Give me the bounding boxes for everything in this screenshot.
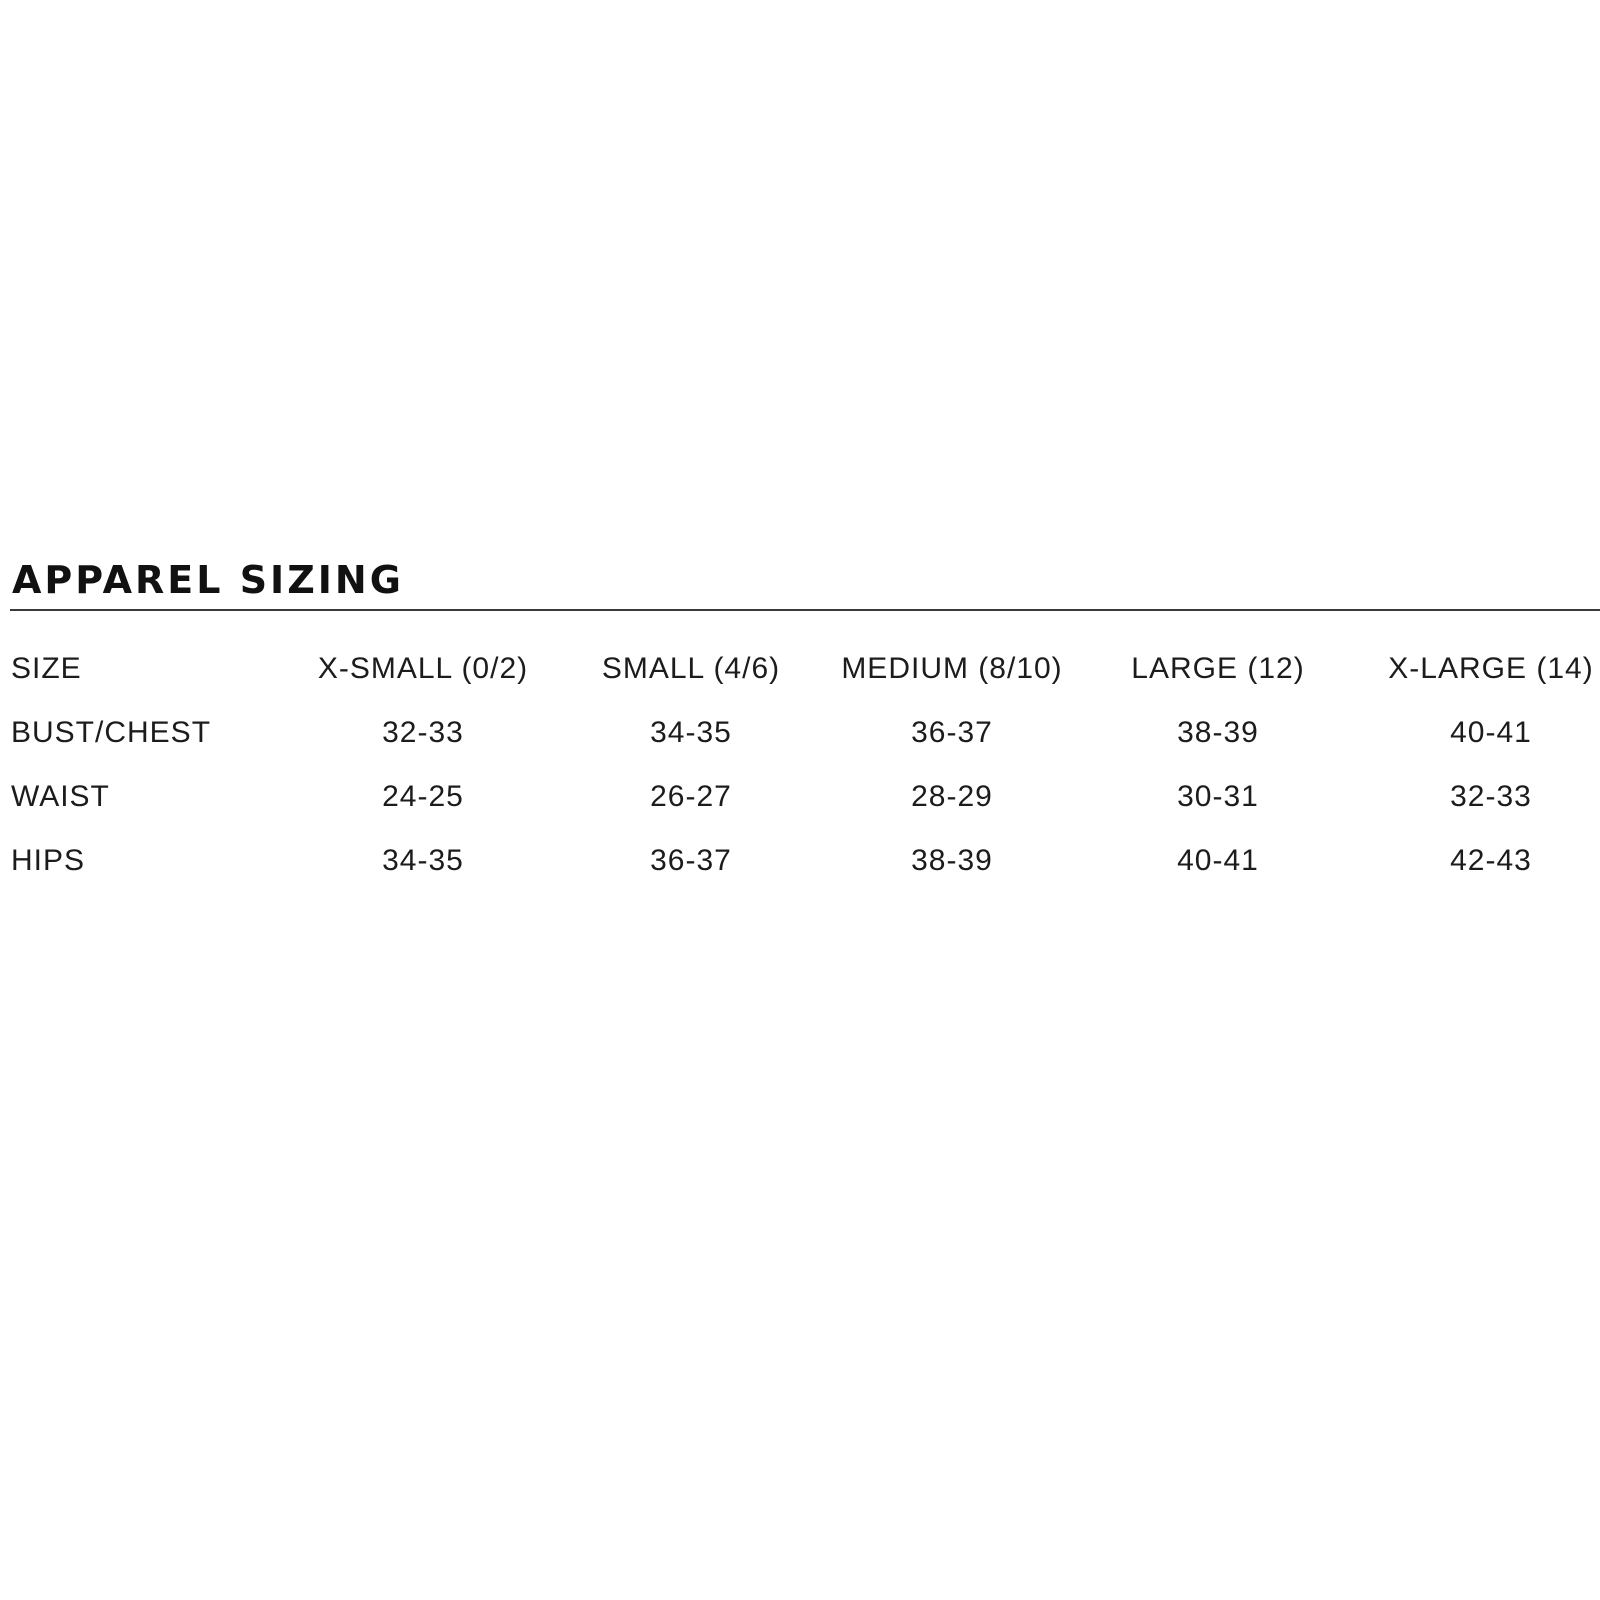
header-cell: X-LARGE (14) [1388, 652, 1594, 685]
table-cell: 34-35 [382, 844, 464, 877]
page-title: APPAREL SIZING [12, 558, 404, 602]
header-cell: LARGE (12) [1131, 652, 1305, 685]
header-cell: MEDIUM (8/10) [841, 652, 1063, 685]
table-header-row [0, 647, 1600, 691]
title-divider [10, 609, 1600, 611]
table-cell: 38-39 [911, 844, 993, 877]
table-cell: 24-25 [382, 780, 464, 813]
table-cell: 32-33 [382, 716, 464, 749]
table-cell: 26-27 [650, 780, 732, 813]
table-row [0, 839, 1600, 883]
table-cell: 28-29 [911, 780, 993, 813]
table-row [0, 775, 1600, 819]
header-label: SIZE [11, 652, 82, 685]
table-cell: 40-41 [1450, 716, 1532, 749]
row-label: HIPS [11, 844, 86, 877]
row-label: WAIST [11, 780, 110, 813]
header-cell: X-SMALL (0/2) [317, 652, 529, 685]
table-cell: 42-43 [1450, 844, 1532, 877]
table-cell: 36-37 [650, 844, 732, 877]
table-cell: 34-35 [650, 716, 732, 749]
header-cell: SMALL (4/6) [601, 652, 781, 685]
row-label: BUST/CHEST [11, 716, 212, 749]
table-cell: 36-37 [911, 716, 993, 749]
table-cell: 38-39 [1177, 716, 1259, 749]
table-row [0, 711, 1600, 755]
table-cell: 40-41 [1177, 844, 1259, 877]
table-cell: 32-33 [1450, 780, 1532, 813]
table-cell: 30-31 [1177, 780, 1259, 813]
